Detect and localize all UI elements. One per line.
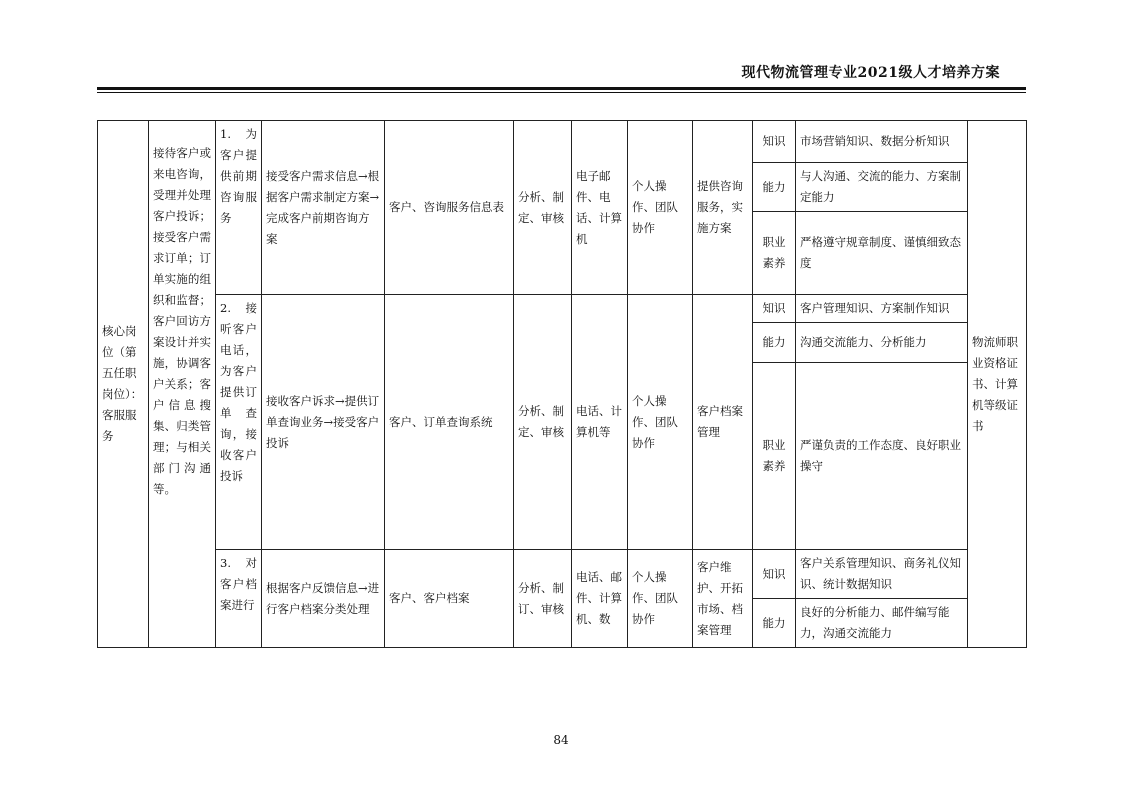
task-1-results: 提供咨询服务，实施方案 bbox=[693, 121, 753, 295]
task-3-req-type-ability: 能力 bbox=[753, 599, 796, 648]
task-2-methods: 分析、制定、审核 bbox=[514, 295, 572, 550]
task-2-req-knowledge: 客户管理知识、方案制作知识 bbox=[796, 295, 968, 323]
task-3-organization: 个人操作、团队协作 bbox=[628, 550, 693, 648]
task-3-methods: 分析、制订、审核 bbox=[514, 550, 572, 648]
task-1-objects: 客户、咨询服务信息表 bbox=[385, 121, 514, 295]
header-rule-thick bbox=[97, 87, 1026, 90]
task-2-req-type-knowledge: 知识 bbox=[753, 295, 796, 323]
task-1-req-type-ability: 能力 bbox=[753, 163, 796, 212]
task-3-req-ability: 良好的分析能力、邮件编写能力，沟通交流能力 bbox=[796, 599, 968, 648]
task-1-methods: 分析、制定、审核 bbox=[514, 121, 572, 295]
task-2-req-quality: 严谨负责的工作态度、良好职业操守 bbox=[796, 363, 968, 550]
task-2-objects: 客户、订单查询系统 bbox=[385, 295, 514, 550]
position-cell: 核心岗位（第五任职岗位）：客服服务 bbox=[98, 121, 149, 648]
task-1-organization: 个人操作、团队协作 bbox=[628, 121, 693, 295]
certificate-cell: 物流师职业资格证书、计算机等级证书 bbox=[968, 121, 1027, 648]
task-3-req-type-knowledge: 知识 bbox=[753, 550, 796, 599]
task-2-organization: 个人操作、团队协作 bbox=[628, 295, 693, 550]
task-2-tools: 电话、计算机等 bbox=[572, 295, 628, 550]
task-1-tools: 电子邮件、电话、计算机 bbox=[572, 121, 628, 295]
task-2-name: 2. 接听客户电话，为客户提供订单查询，接收客户投诉 bbox=[216, 295, 262, 550]
task-1-req-quality: 严格遵守规章制度、谨慎细致态度 bbox=[796, 212, 968, 295]
job-description-cell: 接待客户或来电咨询，受理并处理客户投诉；接受客户需求订单；订单实施的组织和监督；客户回访方案设计并实施，协调客户关系；客户信息搜集、归类管理；与相关部门沟通等。 bbox=[149, 121, 216, 648]
task-3-results: 客户维护、开拓市场、档案管理 bbox=[693, 550, 753, 648]
task-3-req-knowledge: 客户关系管理知识、商务礼仪知识、统计数据知识 bbox=[796, 550, 968, 599]
task-2-req-type-quality: 职业素养 bbox=[753, 363, 796, 550]
task-3-objects: 客户、客户档案 bbox=[385, 550, 514, 648]
task-3-process: 根据客户反馈信息→进行客户档案分类处理 bbox=[262, 550, 385, 648]
task-3-name: 3. 对客户档案进行 bbox=[216, 550, 262, 648]
task-1-req-knowledge: 市场营销知识、数据分析知识 bbox=[796, 121, 968, 163]
task-2-process: 接收客户诉求→提供订单查询业务→接受客户投诉 bbox=[262, 295, 385, 550]
task-1-process: 接受客户需求信息→根据客户需求制定方案→完成客户前期咨询方案 bbox=[262, 121, 385, 295]
page-number: 84 bbox=[553, 733, 569, 747]
task-1-req-type-knowledge: 知识 bbox=[753, 121, 796, 163]
job-task-table bbox=[97, 120, 1027, 648]
document-header-title: 现代物流管理专业2021级人才培养方案 bbox=[741, 65, 1000, 81]
header-rule-thin bbox=[97, 92, 1026, 93]
task-3-tools: 电话、邮件、计算机、数 bbox=[572, 550, 628, 648]
task-1-name: 1. 为客户提供前期咨询服务 bbox=[216, 121, 262, 295]
task-1-req-ability: 与人沟通、交流的能力、方案制定能力 bbox=[796, 163, 968, 212]
task-2-req-type-ability: 能力 bbox=[753, 323, 796, 363]
task-2-req-ability: 沟通交流能力、分析能力 bbox=[796, 323, 968, 363]
task-2-results: 客户档案管理 bbox=[693, 295, 753, 550]
task-1-req-type-quality: 职业素养 bbox=[753, 212, 796, 295]
